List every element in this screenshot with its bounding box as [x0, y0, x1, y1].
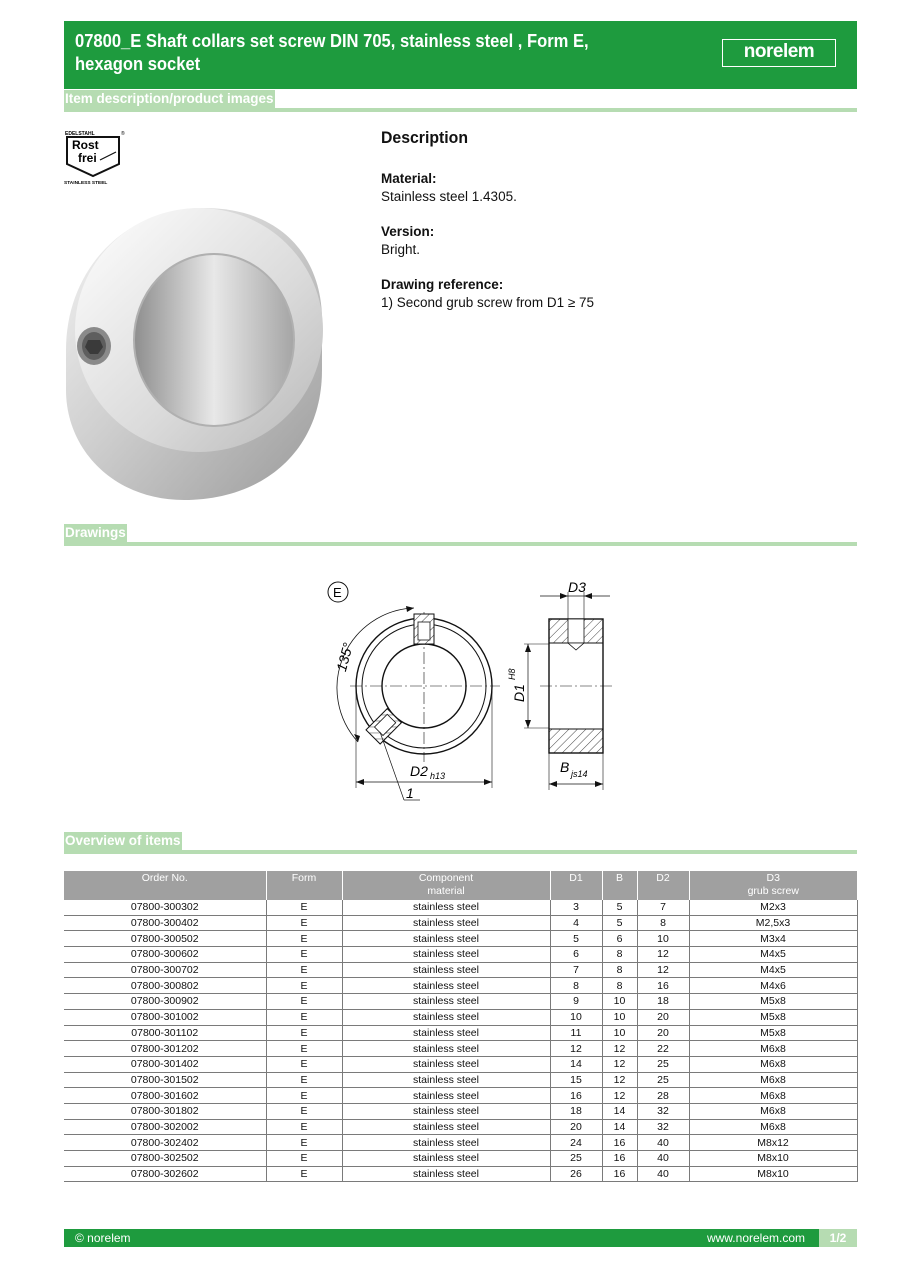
rostfrei-badge-icon	[64, 130, 126, 186]
table-cell: M6x8	[689, 1056, 857, 1072]
table-cell: 7	[637, 900, 689, 915]
table-cell: M8x10	[689, 1166, 857, 1182]
table-cell: E	[266, 1041, 342, 1057]
table-cell: 20	[550, 1119, 602, 1135]
product-photo-shaft-collar	[64, 200, 324, 500]
table-row	[64, 1135, 857, 1151]
table-row	[64, 1056, 857, 1072]
table-row	[64, 915, 857, 931]
table-cell: 12	[602, 1072, 637, 1088]
table-cell: stainless steel	[342, 1119, 550, 1135]
table-cell: 07800-300602	[64, 947, 266, 963]
table-row	[64, 1103, 857, 1119]
table-cell: 07800-301602	[64, 1088, 266, 1104]
table-cell: 8	[602, 947, 637, 963]
table-cell: E	[266, 962, 342, 978]
table-cell: 5	[602, 900, 637, 915]
table-cell: 16	[602, 1151, 637, 1167]
table-cell: 40	[637, 1151, 689, 1167]
table-row	[64, 1119, 857, 1135]
table-cell: 10	[602, 1025, 637, 1041]
table-cell: M6x8	[689, 1041, 857, 1057]
column-header: D1	[550, 871, 602, 900]
table-cell: M6x8	[689, 1072, 857, 1088]
table-cell: 24	[550, 1135, 602, 1151]
table-cell: 07800-302002	[64, 1119, 266, 1135]
table-cell: M6x8	[689, 1103, 857, 1119]
table-cell: E	[266, 1025, 342, 1041]
b-tolerance: js14	[571, 769, 588, 779]
material-value: Stainless steel 1.4305.	[381, 189, 517, 204]
table-cell: E	[266, 900, 342, 915]
table-cell: M6x8	[689, 1119, 857, 1135]
table-cell: 8	[602, 962, 637, 978]
table-cell: stainless steel	[342, 1151, 550, 1167]
table-cell: 8	[637, 915, 689, 931]
table-cell: 16	[637, 978, 689, 994]
table-cell: 25	[550, 1151, 602, 1167]
table-cell: 22	[637, 1041, 689, 1057]
reference-one: 1	[406, 785, 414, 801]
table-cell: 40	[637, 1135, 689, 1151]
table-header-row	[64, 871, 857, 900]
table-cell: 16	[602, 1166, 637, 1182]
badge-top-text: EDELSTAHL	[65, 131, 95, 137]
table-cell: M2x3	[689, 900, 857, 915]
table-cell: stainless steel	[342, 1025, 550, 1041]
table-cell: E	[266, 1009, 342, 1025]
table-cell: E	[266, 1072, 342, 1088]
table-cell: 32	[637, 1119, 689, 1135]
table-cell: 32	[637, 1103, 689, 1119]
table-cell: 07800-301202	[64, 1041, 266, 1057]
table-row	[64, 1151, 857, 1167]
table-cell: 25	[637, 1072, 689, 1088]
table-cell: 12	[637, 947, 689, 963]
svg-text:®: ®	[121, 131, 125, 137]
table-cell: M2,5x3	[689, 915, 857, 931]
table-cell: 8	[550, 978, 602, 994]
table-cell: 07800-301402	[64, 1056, 266, 1072]
footer-copyright: © norelem	[75, 1231, 131, 1245]
table-cell: stainless steel	[342, 1135, 550, 1151]
table-row	[64, 1166, 857, 1182]
table-cell: M5x8	[689, 994, 857, 1010]
table-cell: 16	[602, 1135, 637, 1151]
table-cell: E	[266, 1151, 342, 1167]
b-label: B	[560, 759, 570, 775]
table-cell: E	[266, 947, 342, 963]
table-cell: 18	[637, 994, 689, 1010]
column-header: D2	[637, 871, 689, 900]
table-cell: 8	[602, 978, 637, 994]
table-cell: 14	[602, 1103, 637, 1119]
description-heading: Description	[381, 128, 468, 147]
table-cell: 20	[637, 1025, 689, 1041]
table-cell: stainless steel	[342, 1072, 550, 1088]
technical-drawing	[310, 572, 630, 812]
table-cell: M6x8	[689, 1088, 857, 1104]
table-cell: M4x5	[689, 962, 857, 978]
table-cell: 07800-300902	[64, 994, 266, 1010]
table-cell: 6	[550, 947, 602, 963]
table-cell: M8x12	[689, 1135, 857, 1151]
table-cell: M3x4	[689, 931, 857, 947]
material-label: Material:	[381, 171, 437, 186]
table-cell: stainless steel	[342, 1009, 550, 1025]
table-cell: E	[266, 1119, 342, 1135]
table-row	[64, 931, 857, 947]
column-header: Component material	[342, 871, 550, 900]
table-cell: M5x8	[689, 1025, 857, 1041]
page-header	[64, 21, 857, 89]
table-cell: stainless steel	[342, 1103, 550, 1119]
column-header: Order No.	[64, 871, 266, 900]
table-cell: stainless steel	[342, 915, 550, 931]
table-cell: 07800-301002	[64, 1009, 266, 1025]
table-cell: E	[266, 915, 342, 931]
table-row	[64, 978, 857, 994]
drawing-reference-value: 1) Second grub screw from D1 ≥ 75	[381, 295, 595, 310]
table-cell: 15	[550, 1072, 602, 1088]
table-cell: E	[266, 1088, 342, 1104]
table-cell: 7	[550, 962, 602, 978]
table-cell: 07800-300302	[64, 900, 266, 915]
table-cell: 07800-302402	[64, 1135, 266, 1151]
table-cell: 07800-300802	[64, 978, 266, 994]
column-header: D3 grub screw	[689, 871, 857, 900]
table-cell: stainless steel	[342, 1088, 550, 1104]
table-cell: stainless steel	[342, 994, 550, 1010]
table-cell: 07800-301102	[64, 1025, 266, 1041]
table-cell: 12	[602, 1056, 637, 1072]
table-cell: 07800-300402	[64, 915, 266, 931]
items-table	[64, 871, 858, 1182]
table-cell: E	[266, 994, 342, 1010]
table-cell: M5x8	[689, 1009, 857, 1025]
badge-bottom-text: STAINLESS STEEL	[64, 181, 108, 186]
table-cell: 6	[602, 931, 637, 947]
table-cell: 10	[637, 931, 689, 947]
table-cell: 07800-302502	[64, 1151, 266, 1167]
section-overview-of-items	[64, 832, 857, 854]
table-cell: 16	[550, 1088, 602, 1104]
section-label: Item description/product images	[65, 91, 274, 106]
section-item-description	[64, 90, 857, 112]
footer-website-link[interactable]: www.norelem.com	[706, 1231, 805, 1245]
table-cell: 14	[602, 1119, 637, 1135]
table-row	[64, 994, 857, 1010]
table-cell: 10	[550, 1009, 602, 1025]
badge-line2: frei	[78, 151, 97, 165]
section-drawings	[64, 524, 857, 546]
table-cell: 18	[550, 1103, 602, 1119]
table-cell: 10	[602, 1009, 637, 1025]
form-letter: E	[333, 585, 342, 600]
table-cell: 28	[637, 1088, 689, 1104]
angle-label: 135°	[333, 640, 356, 674]
table-cell: 12	[602, 1041, 637, 1057]
table-cell: E	[266, 931, 342, 947]
table-cell: 12	[602, 1088, 637, 1104]
table-cell: 5	[602, 915, 637, 931]
table-cell: 10	[602, 994, 637, 1010]
table-row	[64, 1009, 857, 1025]
table-cell: E	[266, 1056, 342, 1072]
table-cell: 20	[637, 1009, 689, 1025]
table-cell: 12	[550, 1041, 602, 1057]
table-cell: 11	[550, 1025, 602, 1041]
table-cell: stainless steel	[342, 931, 550, 947]
table-cell: 26	[550, 1166, 602, 1182]
table-cell: M4x5	[689, 947, 857, 963]
table-cell: stainless steel	[342, 978, 550, 994]
version-label: Version:	[381, 224, 435, 239]
table-row	[64, 1072, 857, 1088]
table-row	[64, 947, 857, 963]
table-cell: M8x10	[689, 1151, 857, 1167]
table-body	[64, 900, 857, 1182]
table-cell: 25	[637, 1056, 689, 1072]
column-header: Form	[266, 871, 342, 900]
table-cell: 07800-300702	[64, 962, 266, 978]
table-cell: E	[266, 1166, 342, 1182]
drawing-reference-label: Drawing reference:	[381, 277, 504, 292]
section-label: Overview of items	[65, 833, 181, 848]
table-row	[64, 1025, 857, 1041]
table-cell: E	[266, 978, 342, 994]
version-value: Bright.	[381, 242, 421, 257]
table-cell: E	[266, 1135, 342, 1151]
table-cell: M4x6	[689, 978, 857, 994]
norelem-logo: norelem	[722, 39, 836, 67]
table-cell: 07800-300502	[64, 931, 266, 947]
badge-line1: Rost	[72, 138, 99, 152]
footer-page-number: 1/2	[819, 1229, 857, 1247]
table-cell: stainless steel	[342, 1041, 550, 1057]
table-row	[64, 1088, 857, 1104]
table-cell: stainless steel	[342, 900, 550, 915]
table-cell: stainless steel	[342, 947, 550, 963]
description-panel	[381, 128, 841, 329]
table-cell: 5	[550, 931, 602, 947]
section-label: Drawings	[65, 525, 126, 540]
page-title: 07800_E Shaft collars set screw DIN 705, stainless steel , Form E, hexagon socket	[75, 31, 589, 74]
table-row	[64, 1041, 857, 1057]
table-row	[64, 962, 857, 978]
d2-label: D2	[410, 763, 428, 779]
table-cell: E	[266, 1103, 342, 1119]
table-cell: stainless steel	[342, 962, 550, 978]
d1-tolerance: H8	[507, 668, 517, 680]
table-cell: 07800-302602	[64, 1166, 266, 1182]
d1-label: D1	[511, 684, 527, 702]
table-cell: 3	[550, 900, 602, 915]
table-cell: stainless steel	[342, 1166, 550, 1182]
table-row	[64, 900, 857, 915]
table-cell: 40	[637, 1166, 689, 1182]
page-footer	[64, 1229, 857, 1247]
table-cell: 9	[550, 994, 602, 1010]
table-cell: stainless steel	[342, 1056, 550, 1072]
d3-label: D3	[568, 579, 586, 595]
column-header: B	[602, 871, 637, 900]
d2-tolerance: h13	[430, 771, 446, 781]
table-cell: 14	[550, 1056, 602, 1072]
table-cell: 07800-301502	[64, 1072, 266, 1088]
table-cell: 07800-301802	[64, 1103, 266, 1119]
table-cell: 12	[637, 962, 689, 978]
table-cell: 4	[550, 915, 602, 931]
